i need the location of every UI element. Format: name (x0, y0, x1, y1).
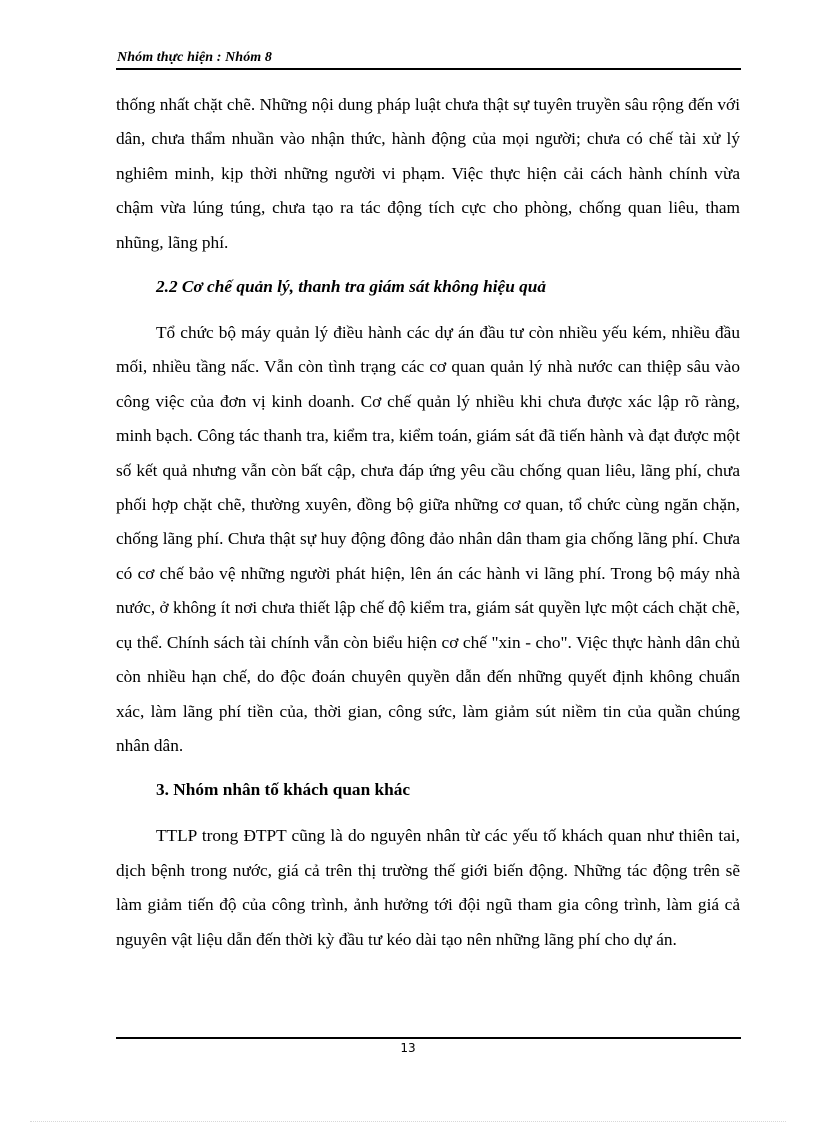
section-heading-2-2: 2.2 Cơ chế quản lý, thanh tra giám sát không hiệu quả (156, 277, 547, 297)
paragraph-management-mechanism: Tổ chức bộ máy quản lý điều hành các dự án đầu tư còn nhiều yếu kém, nhiều đầu mối, nhiều tầng nấc. Vẫn còn tình trạng các cơ quan quản lý nhà nước can thiệp sâu vào công việc của đơn vị kinh doanh. Cơ chế quản lý nhiều khi chưa được xác lập rõ ràng, minh bạch. Công tác thanh tra, kiểm tra, kiểm toán, giám sát đã tiến hành và đạt được một số kết quả nhưng vẫn còn bất cập, chưa đáp ứng yêu cầu chống quan liêu, lãng phí, chưa phối hợp chặt chẽ, thường xuyên, đồng bộ giữa những cơ quan, tổ chức cùng ngăn chặn, chống lãng phí. Chưa thật sự huy động đông đảo nhân dân tham gia chống lãng phí. Chưa có cơ chế bảo vệ những người phát hiện, lên án các hành vi lãng phí. Trong bộ máy nhà nước, ở không ít nơi chưa thiết lập chế độ kiểm tra, giám sát quyền lực một cách chặt chẽ, cụ thể. Chính sách tài chính vẫn còn biểu hiện cơ chế "xin - cho". Việc thực hành dân chủ còn nhiều hạn chế, do độc đoán chuyên quyền dẫn đến những quyết định không chuẩn xác, làm lãng phí tiền của, thời gian, công sức, làm giảm sút niềm tin của quần chúng nhân dân. (116, 323, 740, 755)
footer-divider (116, 1037, 741, 1039)
page-body (116, 88, 740, 957)
page-number: 13 (400, 1041, 416, 1055)
section-heading-3: 3. Nhóm nhân tố khách quan khác (156, 780, 411, 800)
header-divider (116, 68, 741, 70)
page-header: Nhóm thực hiện : Nhóm 8 (117, 50, 272, 65)
paragraph-objective-factors: TTLP trong ĐTPT cũng là do nguyên nhân từ các yếu tố khách quan như thiên tai, dịch bệnh trong nước, giá cả trên thị trường thế giới biến động. Những tác động trên sẽ làm giảm tiến độ của công trình, ảnh hưởng tới đội ngũ tham gia công trình, làm giá cả nguyên vật liệu dẫn đến thời kỳ đầu tư kéo dài tạo nên những lãng phí cho dự án. (116, 826, 740, 949)
paragraph-continuation: thống nhất chặt chẽ. Những nội dung pháp luật chưa thật sự tuyên truyền sâu rộng đến với dân, chưa thẩm nhuần vào nhận thức, hành động của mọi người; chưa có chế tài xử lý nghiêm minh, kịp thời những người vi phạm. Việc thực hiện cải cách hành chính vừa chậm vừa lúng túng, chưa tạo ra tác động tích cực cho phòng, chống quan liêu, tham nhũng, lãng phí. (116, 95, 740, 252)
page-edge-divider (30, 1121, 786, 1122)
